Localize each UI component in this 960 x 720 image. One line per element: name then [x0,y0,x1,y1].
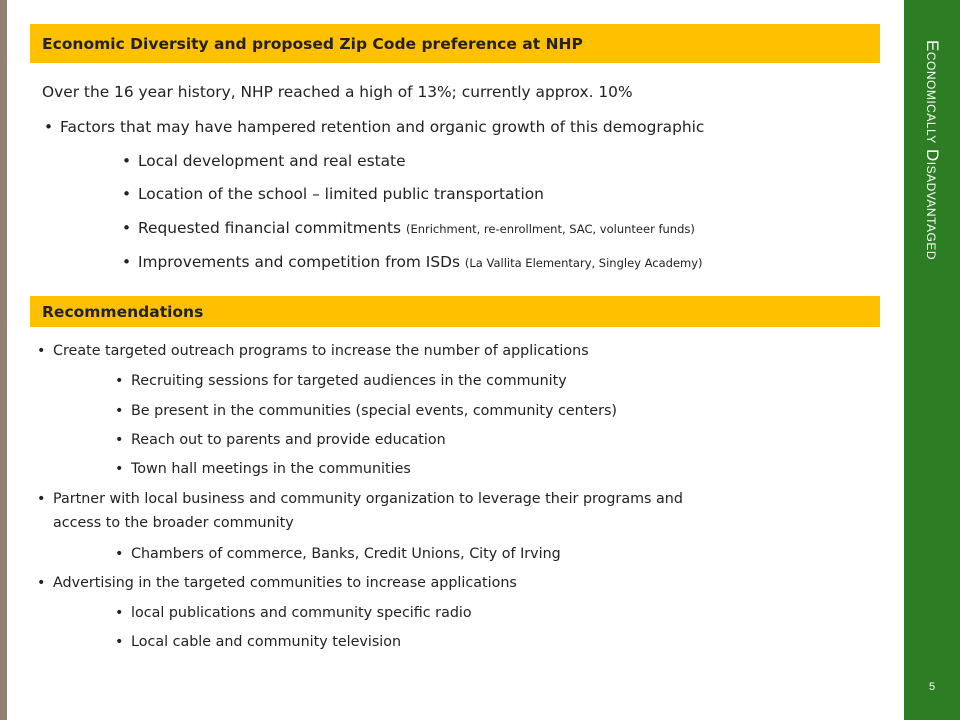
intro-text: Over the 16 year history, NHP reached a high of 13%; currently approx. 10% [42,83,633,101]
factor-item-text: Improvements and competition from ISDs [138,253,460,271]
recommendation-item: • Partner with local business and community organization to leverage their programs and [53,491,683,507]
recommendation-item: • Advertising in the targeted communities to increase applications [53,575,517,591]
recommendation-subitem: • Be present in the communities (special events, community centers) [131,403,617,419]
recommendation-item: • Create targeted outreach programs to increase the number of applications [53,343,589,359]
recommendation-subitem: • local publications and community specific radio [131,605,472,621]
factors-bullet: • Factors that may have hampered retention and organic growth of this demographic [60,118,704,136]
recommendation-subitem: • Chambers of commerce, Banks, Credit Unions, City of Irving [131,546,561,562]
recommendation-subitem: • Recruiting sessions for targeted audiences in the community [131,373,567,389]
factor-item-text: Local development and real estate [138,152,406,170]
factor-item-note: (Enrichment, re-enrollment, SAC, volunteer funds) [405,222,695,236]
section-header-recommendations [30,296,880,327]
section-header-text: Economic Diversity and proposed Zip Code preference at NHP [42,34,583,53]
factor-item-text: Location of the school – limited public transportation [138,185,544,203]
factor-item [138,152,406,170]
factor-item [138,219,695,237]
side-title-text: Economically Disadvantaged [923,40,942,261]
section-header-economic-diversity [30,24,880,63]
recommendation-item-continuation: access to the broader community [53,515,294,531]
factor-item [138,185,544,203]
recommendation-subitem: • Reach out to parents and provide education [131,432,446,448]
recommendation-subitem: • Town hall meetings in the communities [131,461,411,477]
section-header-text: Recommendations [42,302,204,321]
factor-item [138,253,703,271]
page-number: 5 [928,681,936,693]
recommendation-subitem: • Local cable and community television [131,634,401,650]
factor-item-text: Requested financial commitments [138,219,402,237]
factor-item-note: (La Vallita Elementary, Singley Academy) [464,256,703,270]
left-accent-bar [0,0,7,720]
